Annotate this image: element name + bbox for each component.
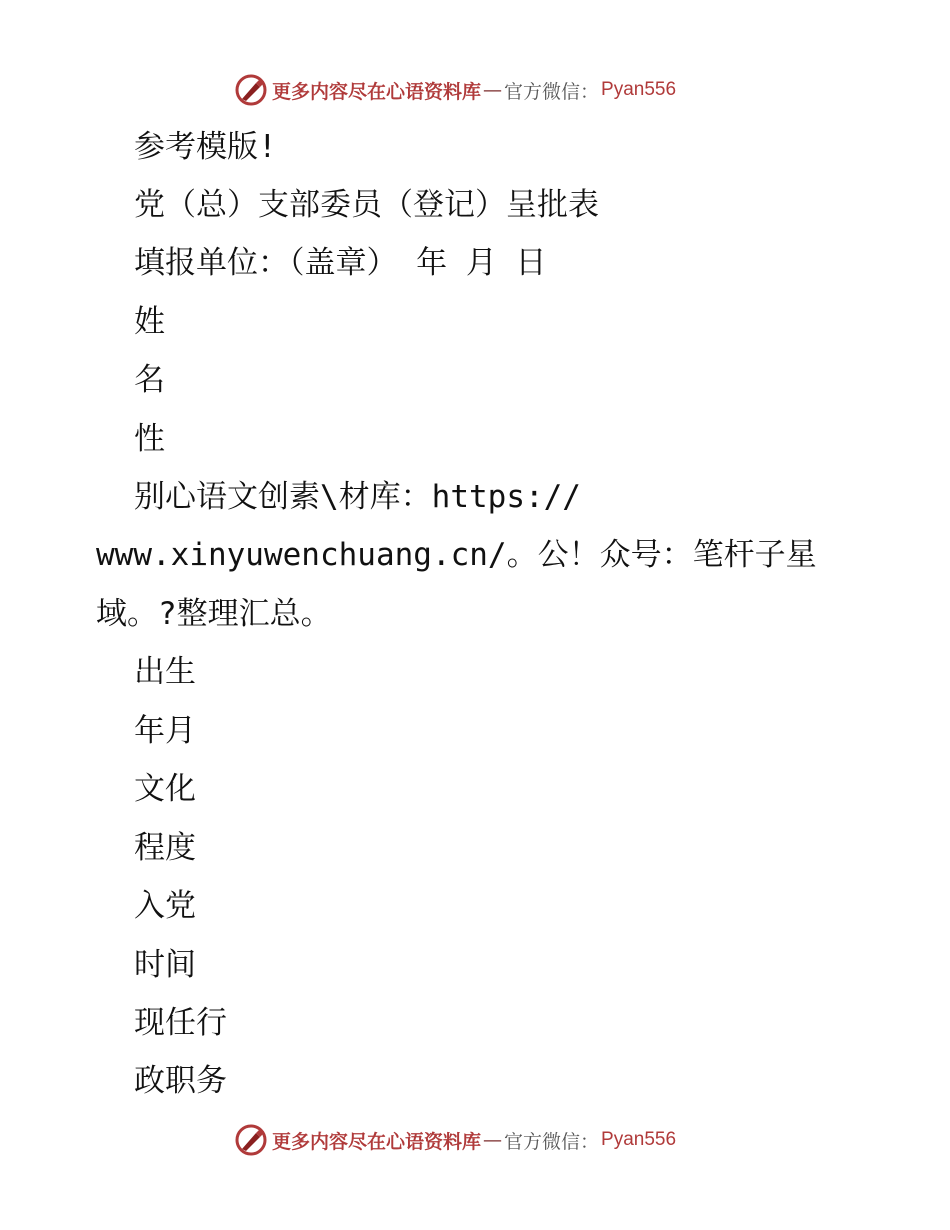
- doc-line-label: 姓: [134, 304, 165, 340]
- watermark-main-text: 更多内容尽在心语资料库: [272, 80, 482, 103]
- doc-line-label: 时间: [134, 947, 196, 983]
- pen-nib-logo-icon: [234, 73, 268, 107]
- watermark-sub-text: 官方微信：: [504, 1130, 600, 1153]
- doc-line-label: 年月: [134, 713, 196, 749]
- doc-title: 党（总）支部委员（登记）呈批表: [134, 187, 599, 223]
- watermark-wechat-id: Pyan556: [601, 79, 677, 100]
- doc-line-fill-unit: 填报单位：（盖章） 年 月 日: [134, 245, 547, 281]
- doc-line-source-url: www.xinyuwenchuang.cn/。公！众号：笔杆子星: [96, 537, 817, 573]
- watermark-wechat-id: Pyan556: [601, 1129, 677, 1150]
- doc-line-label: 程度: [134, 830, 196, 866]
- doc-line-label: 文化: [134, 771, 196, 807]
- doc-line-label: 名: [134, 362, 165, 398]
- doc-line-label: 入党: [134, 888, 196, 924]
- doc-line-label: 性: [134, 421, 165, 457]
- watermark-sub-text: 官方微信：: [504, 80, 600, 103]
- doc-line-label: 出生: [134, 654, 196, 690]
- watermark-banner-top: [234, 72, 714, 108]
- doc-line-source-end: 域。?整理汇总。: [96, 596, 332, 632]
- pen-nib-logo-icon: [234, 1123, 268, 1157]
- doc-line-source: 别心语文创素\材库：https://: [134, 479, 581, 515]
- watermark-main-text: 更多内容尽在心语资料库: [272, 1130, 482, 1153]
- watermark-dash: —: [483, 1129, 503, 1151]
- doc-line-label: 现任行: [134, 1005, 227, 1041]
- doc-line-label: 政职务: [134, 1063, 227, 1099]
- watermark-banner-bottom: [234, 1122, 714, 1158]
- doc-line-template-note: 参考模版!: [134, 129, 277, 165]
- watermark-dash: —: [483, 79, 503, 101]
